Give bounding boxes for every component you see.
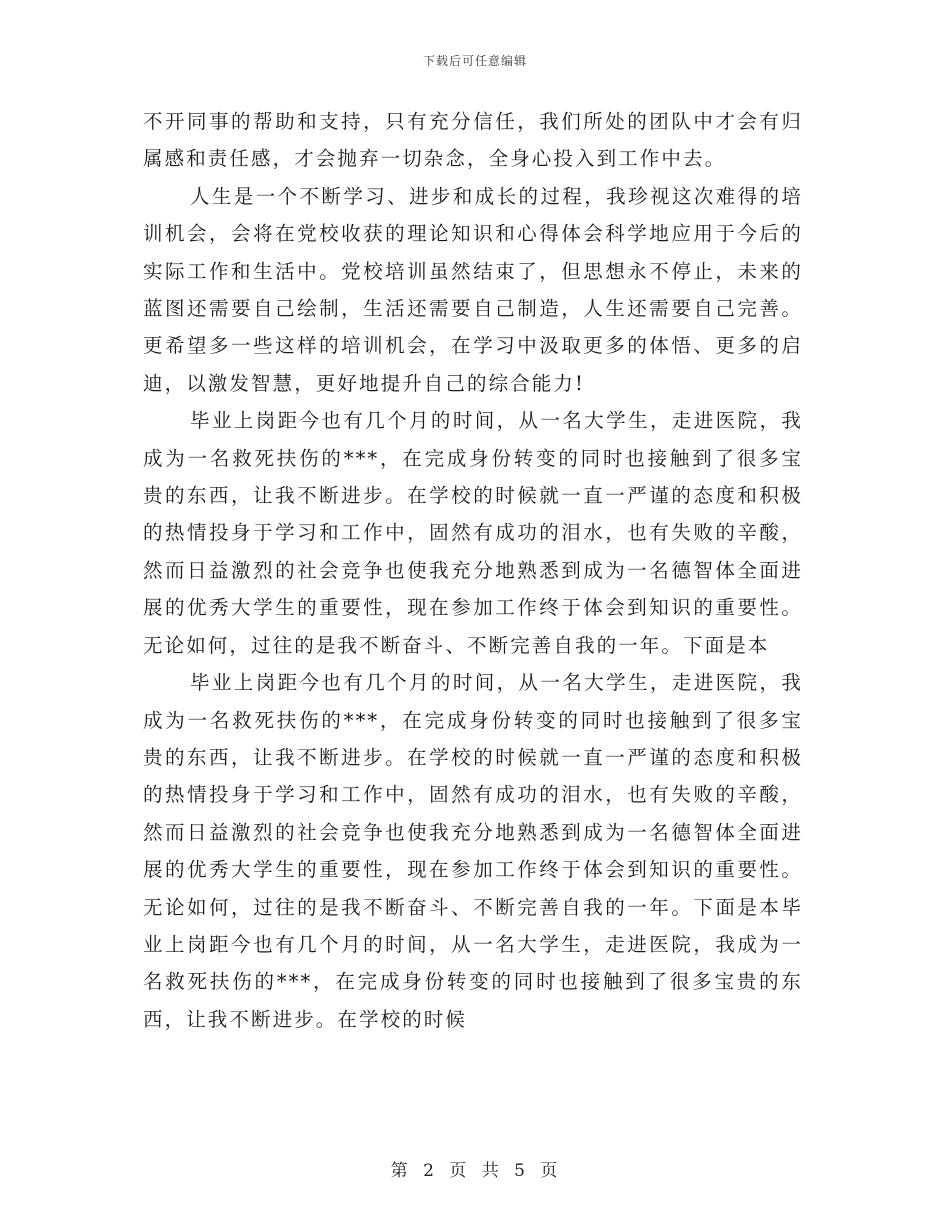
page-header: 下载后可任意编辑 [422,54,527,68]
paragraph-1: 不开同事的帮助和支持，只有充分信任，我们所处的团队中才会有归属感和责任感，才会抛弃一切杂念，全身心投入到工作中去。 [143,110,803,171]
page-number-footer: 第 2 页 共 5 页 [390,1161,560,1181]
paragraph-3: 毕业上岗距今也有几个月的时间，从一名大学生，走进医院，我成为一名救死扶伤的***，在完成身份转变的同时也接触到了很多宝贵的东西，让我不断进步。在学校的时候就一直一严谨的态度和积极的热情投身于学习和工作中，固然有成功的泪水，也有失败的辛酸，然而日益激烈的社会竞争也使我充分地熟悉到成为一名德智体全面进展的优秀大学生的重要性，现在参加工作终于体会到知识的重要性。无论如何，过往的是我不断奋斗、不断完善自我的一年。下面是本 [143,409,803,657]
document-body [143,103,803,1038]
paragraph-2: 人生是一个不断学习、进步和成长的过程，我珍视这次难得的培训机会，会将在党校收获的理论知识和心得体会科学地应用于今后的实际工作和生活中。党校培训虽然结束了，但思想永不停止，未来的蓝图还需要自己绘制，生活还需要自己制造，人生还需要自己完善。更希望多一些这样的培训机会，在学习中汲取更多的体悟、更多的启迪，以激发智慧，更好地提升自己的综合能力! [143,184,803,395]
paragraph-4: 毕业上岗距今也有几个月的时间，从一名大学生，走进医院，我成为一名救死扶伤的***，在完成身份转变的同时也接触到了很多宝贵的东西，让我不断进步。在学校的时候就一直一严谨的态度和积极的热情投身于学习和工作中，固然有成功的泪水，也有失败的辛酸，然而日益激烈的社会竞争也使我充分地熟悉到成为一名德智体全面进展的优秀大学生的重要性，现在参加工作终于体会到知识的重要性。无论如何，过往的是我不断奋斗、不断完善自我的一年。下面是本毕业上岗距今也有几个月的时间，从一名大学生，走进医院，我成为一名救死扶伤的***，在完成身份转变的同时也接触到了很多宝贵的东西，让我不断进步。在学校的时候 [143,671,803,1031]
